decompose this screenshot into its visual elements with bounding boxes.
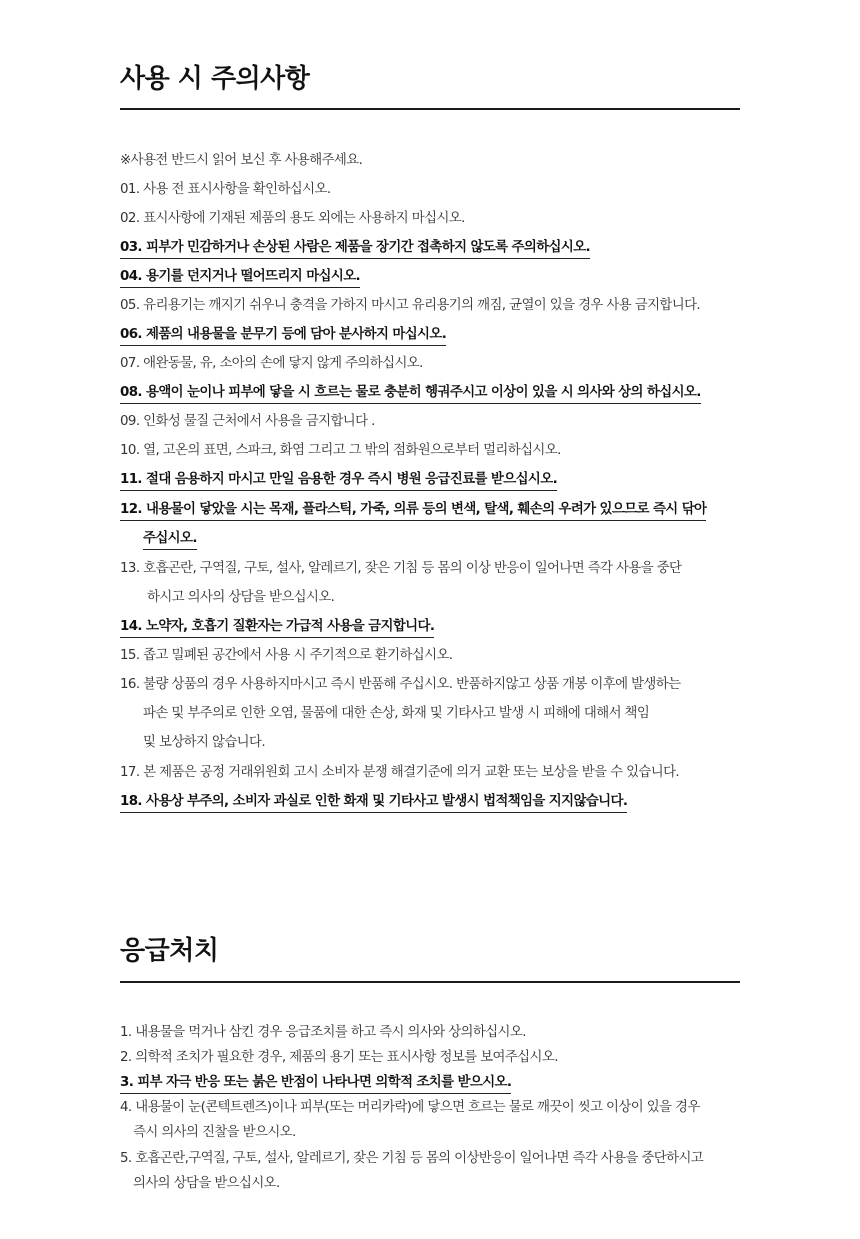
first-aid-item-2: 2. 의학적 조치가 필요한 경우, 제품의 용기 또는 표시사항 정보를 보여주십시오. [120,1050,558,1065]
precaution-item-07: 07. 애완동물, 유, 소아의 손에 닿지 않게 주의하십시오. [120,356,423,371]
precaution-item-02: 02. 표시사항에 기재된 제품의 용도 외에는 사용하지 마십시오. [120,211,465,226]
first-aid-item-5-cont: 의사의 상담을 받으십시오. [133,1176,280,1191]
first-aid-section [120,0,740,1239]
precaution-item-09: 09. 인화성 물질 근처에서 사용을 금지합니다 . [120,414,375,429]
precautions-title: 사용 시 주의사항 [120,64,310,94]
precaution-item-16: 16. 불량 상품의 경우 사용하지마시고 즉시 반품해 주십시오. 반품하지않고 상품 개봉 이후에 발생하는 [120,677,681,692]
first-aid-item-3: 3. 피부 자극 반응 또는 붉은 반점이 나타나면 의학적 조치를 받으시오. [120,1074,511,1094]
precaution-item-01: 01. 사용 전 표시사항을 확인하십시오. [120,182,331,197]
precaution-item-08: 08. 용액이 눈이나 피부에 닿을 시 흐르는 물로 충분히 헹궈주시고 이상이 있을 시 의사와 상의 하십시오. [120,384,701,404]
precaution-item-18: 18. 사용상 부주의, 소비자 과실로 인한 화재 및 기타사고 발생시 법적책임을 지지않습니다. [120,793,627,813]
first-aid-item-4-cont: 즉시 의사의 진찰을 받으시오. [133,1125,296,1140]
precaution-notice: ※사용전 반드시 읽어 보신 후 사용해주세요. [120,153,363,168]
precaution-item-13-cont: 하시고 의사의 상담을 받으십시오. [147,590,335,605]
precaution-item-12-cont: 주십시오. [143,530,197,550]
precaution-item-04: 04. 용기를 던지거나 떨어뜨리지 마십시오. [120,268,360,288]
precaution-item-15: 15. 좁고 밀폐된 공간에서 사용 시 주기적으로 환기하십시오. [120,648,453,663]
first-aid-item-1: 1. 내용물을 먹거나 삼킨 경우 응급조치를 하고 즉시 의사와 상의하십시오. [120,1025,526,1040]
precaution-item-14: 14. 노약자, 호흡기 질환자는 가급적 사용을 금지합니다. [120,618,434,638]
first-aid-item-4: 4. 내용물이 눈(콘텍트렌즈)이나 피부(또는 머리카락)에 닿으면 흐르는 물로 깨끗이 씻고 이상이 있을 경우 [120,1100,700,1115]
precaution-item-17: 17. 본 제품은 공정 거래위원회 고시 소비자 분쟁 해결기준에 의거 교환 또는 보상을 받을 수 있습니다. [120,765,680,780]
precaution-item-06: 06. 제품의 내용물을 분무기 등에 담아 분사하지 마십시오. [120,326,446,346]
precaution-item-16-cont2: 및 보상하지 않습니다. [143,735,265,750]
first-aid-title: 응급처치 [120,936,219,966]
precaution-item-11: 11. 절대 음용하지 마시고 만일 음용한 경우 즉시 병원 응급진료를 받으십시오. [120,471,557,491]
first-aid-item-5: 5. 호흡곤란,구역질, 구토, 설사, 알레르기, 잦은 기침 등 몸의 이상반응이 일어나면 즉각 사용을 중단하시고 [120,1151,704,1166]
precaution-item-03: 03. 피부가 민감하거나 손상된 사람은 제품을 장기간 접촉하지 않도록 주의하십시오. [120,239,590,259]
first-aid-divider [120,981,740,983]
precaution-item-10: 10. 열, 고온의 표면, 스파크, 화염 그리고 그 밖의 점화원으로부터 멀리하십시오. [120,443,561,458]
precaution-item-05: 05. 유리용기는 깨지기 쉬우니 충격을 가하지 마시고 유리용기의 깨짐, 균열이 있을 경우 사용 금지합니다. [120,298,701,313]
precaution-item-13: 13. 호흡곤란, 구역질, 구토, 설사, 알레르기, 잦은 기침 등 몸의 이상 반응이 일어나면 즉각 사용을 중단 [120,561,682,576]
precaution-item-16-cont: 파손 및 부주의로 인한 오염, 물품에 대한 손상, 화재 및 기타사고 발생 시 피해에 대해서 책임 [143,706,650,721]
precaution-item-12: 12. 내용물이 닿았을 시는 목재, 플라스틱, 가죽, 의류 등의 변색, 탈색, 훼손의 우려가 있으므로 즉시 닦아 [120,501,706,521]
